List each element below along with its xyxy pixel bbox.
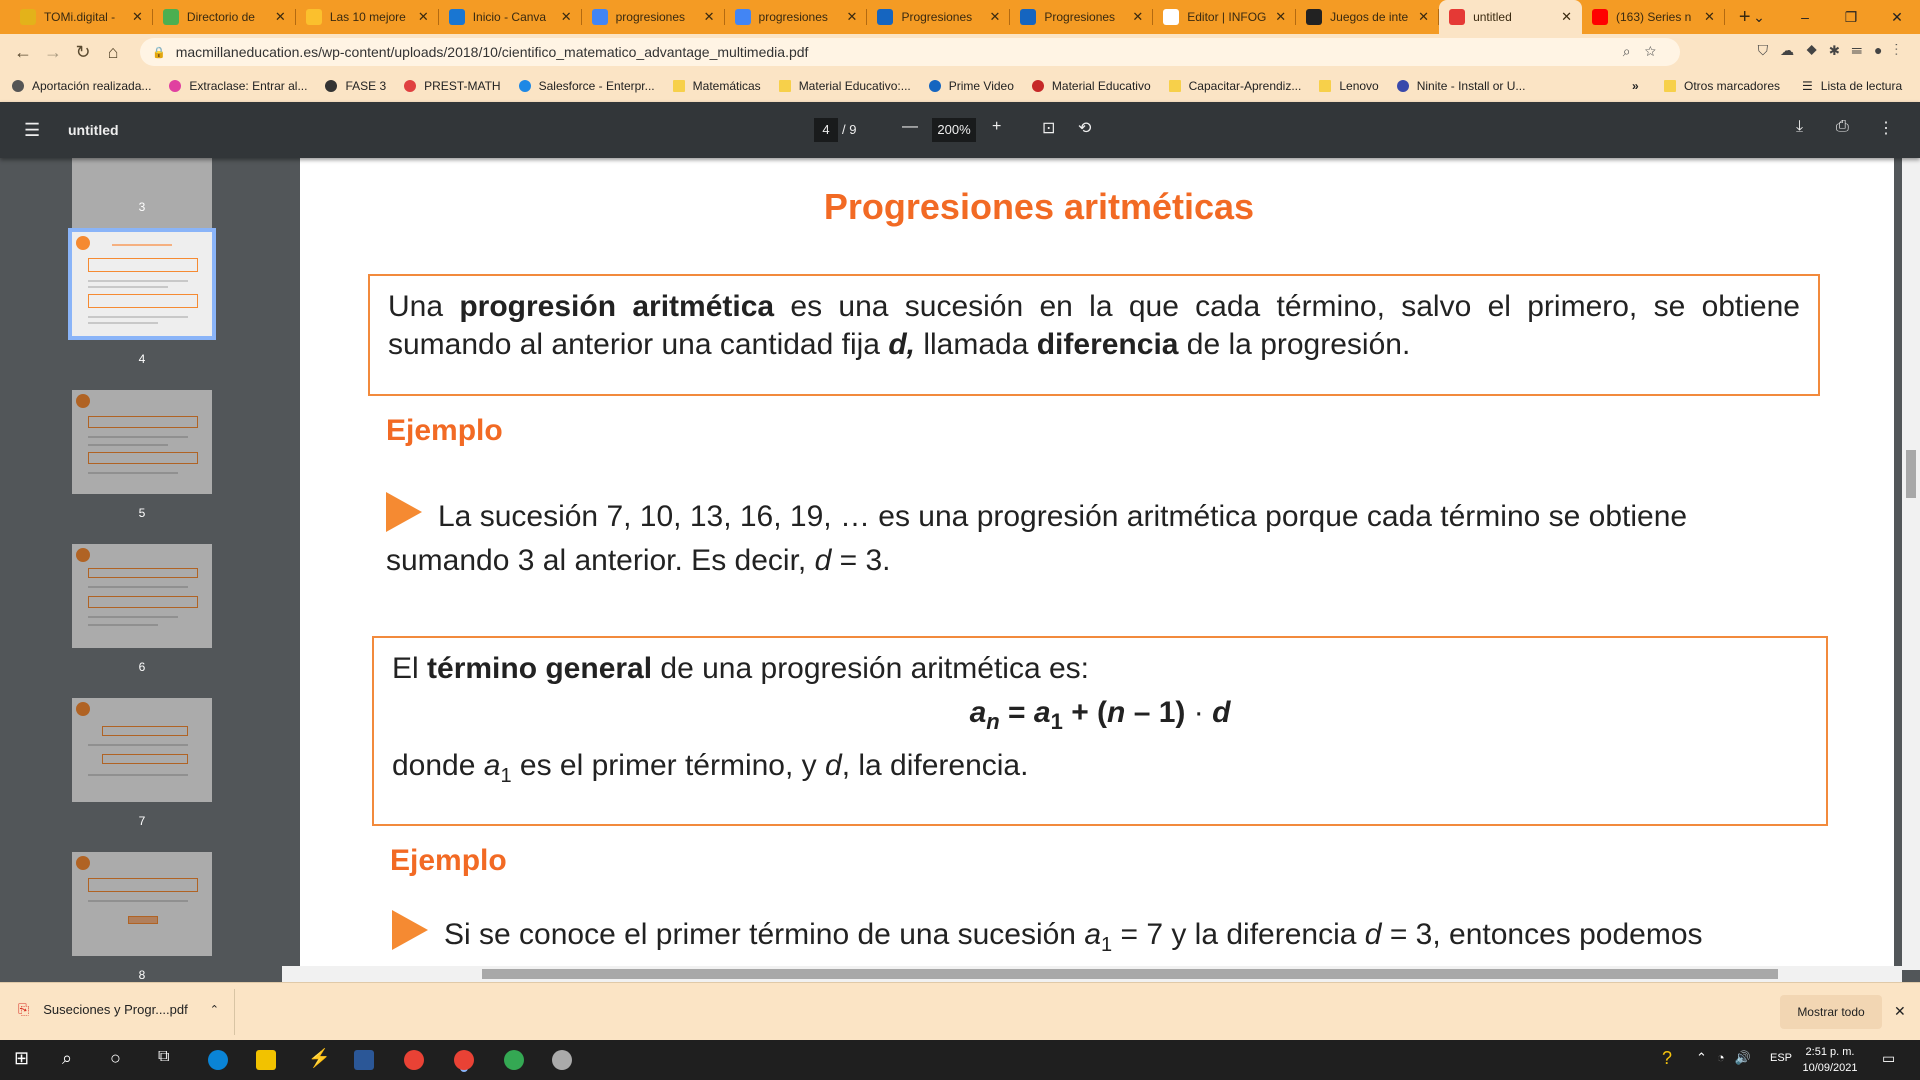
close-window-icon[interactable]: ✕ <box>1891 8 1903 25</box>
vertical-scrollbar-thumb[interactable] <box>1906 450 1916 498</box>
close-tab-icon[interactable]: ✕ <box>274 9 286 24</box>
general-term-formula: $a_n = a_1 + (n - 1) \cdot d$ <box>969 696 1231 734</box>
bookmark-item[interactable] <box>12 79 151 93</box>
bookmark-label: Capacitar-Aprendiz... <box>1188 79 1302 93</box>
bookmark-item[interactable] <box>779 79 911 93</box>
pdf-page <box>300 158 1894 970</box>
thumbnail-page-7[interactable] <box>72 698 212 802</box>
tab-label: Las 10 mejore <box>329 10 406 24</box>
search-icon[interactable]: ⌕ <box>62 1048 73 1068</box>
rotate-icon[interactable]: ⟲ <box>1078 120 1092 137</box>
tab-label: Directorio de <box>186 10 255 24</box>
bookmark-label: Material Educativo <box>1051 79 1151 93</box>
task-view-icon[interactable]: ⧉ <box>158 1048 170 1065</box>
bookmark-label: Salesforce - Enterpr... <box>538 79 655 93</box>
word-icon[interactable] <box>354 1050 374 1070</box>
extension-icons[interactable]: ⛉☁◆✱☰●⋮ <box>1757 42 1910 58</box>
tab-favicon <box>1592 9 1608 25</box>
paint-icon[interactable] <box>552 1050 572 1070</box>
tab-favicon <box>449 9 465 25</box>
bookmark-icon <box>519 80 531 92</box>
folder-icon <box>673 80 685 92</box>
close-download-bar-icon[interactable]: ✕ <box>1894 1003 1906 1019</box>
tab-favicon <box>1306 9 1322 25</box>
winamp-icon[interactable]: ⚡ <box>308 1048 331 1068</box>
pdf-file-icon: ⎘ <box>18 1001 30 1017</box>
tab-favicon <box>1449 9 1465 25</box>
zoom-out-icon[interactable]: — <box>902 118 918 135</box>
close-tab-icon[interactable]: ✕ <box>1418 9 1430 24</box>
bookmark-item[interactable] <box>404 79 500 93</box>
forward-icon[interactable]: → <box>44 41 62 62</box>
arrow-icon <box>386 492 422 532</box>
file-explorer-icon[interactable] <box>256 1050 276 1070</box>
cortana-icon[interactable]: ○ <box>110 1048 121 1068</box>
browser-tab[interactable] <box>1010 0 1153 34</box>
pdf-viewer <box>282 158 1920 982</box>
edge-icon[interactable] <box>208 1050 228 1070</box>
close-tab-icon[interactable]: ✕ <box>703 9 715 24</box>
bookmark-icon <box>12 80 24 92</box>
zoom-and-star-icons[interactable]: ⌕☆ <box>1622 43 1670 59</box>
reading-list-icon: ☰ <box>1802 79 1813 93</box>
bookmark-label: FASE 3 <box>345 79 387 93</box>
thumbnail-number: 3 <box>138 200 146 214</box>
folder-icon <box>779 80 791 92</box>
thumbnail-page-6[interactable] <box>72 544 212 648</box>
tab-favicon <box>163 9 179 25</box>
tab-label: Juegos de inte <box>1330 10 1409 24</box>
bookmark-label: Aportación realizada... <box>32 79 152 93</box>
browser-tab[interactable] <box>296 0 439 34</box>
bookmark-icon <box>1397 80 1409 92</box>
bookmark-label: Prime Video <box>948 79 1014 93</box>
folder-icon <box>1664 80 1676 92</box>
tab-favicon <box>877 9 893 25</box>
address-bar[interactable] <box>140 38 1680 66</box>
general-term-box <box>372 636 1828 826</box>
close-tab-icon[interactable]: ✕ <box>989 9 1001 24</box>
download-icon[interactable]: ⤓ <box>1796 118 1804 135</box>
tab-favicon <box>735 9 751 25</box>
bookmark-item[interactable] <box>1032 79 1151 93</box>
tab-label: Progresiones <box>901 10 973 24</box>
bookmark-label: PREST-MATH <box>424 79 501 93</box>
chrome-icon[interactable] <box>404 1050 424 1070</box>
bookmark-icon <box>1032 80 1044 92</box>
back-icon[interactable]: ← <box>14 41 32 62</box>
browser-tab[interactable] <box>1439 0 1582 34</box>
thumbnail-number: 7 <box>138 814 146 828</box>
bookmark-label: Material Educativo:... <box>798 79 911 93</box>
example-heading: Ejemplo <box>386 414 503 447</box>
bookmark-item[interactable] <box>1169 79 1302 93</box>
browser-tab[interactable] <box>153 0 296 34</box>
bookmark-label: Matemáticas <box>692 79 761 93</box>
bookmark-icon <box>929 80 941 92</box>
horizontal-scrollbar[interactable] <box>282 966 1902 982</box>
thumbnail-page-5[interactable] <box>72 390 212 494</box>
browser-tab[interactable] <box>439 0 582 34</box>
tab-strip <box>0 0 1920 34</box>
page-input[interactable]: 4 <box>814 118 838 142</box>
zoom-in-icon[interactable]: + <box>992 118 1002 135</box>
bookmark-item[interactable] <box>1319 79 1378 93</box>
tab-label: Editor | INFOG <box>1187 10 1267 24</box>
page-total: / 9 <box>842 122 857 137</box>
reload-icon[interactable]: ↻ <box>75 41 91 62</box>
browser-tab[interactable] <box>725 0 868 34</box>
close-tab-icon[interactable]: ✕ <box>1275 9 1287 24</box>
chrome-active-icon[interactable] <box>454 1050 474 1070</box>
notifications-icon[interactable]: ▭ <box>1882 1050 1896 1066</box>
tab-label: Progresiones <box>1044 10 1116 24</box>
vertical-scrollbar[interactable] <box>1902 158 1920 970</box>
tab-label: TOMi.digital - <box>44 10 116 24</box>
lock-icon[interactable]: 🔒 <box>152 46 166 59</box>
thumbnail-number: 8 <box>138 968 146 982</box>
bookmark-item[interactable] <box>519 79 655 93</box>
taskbar <box>0 1040 1920 1080</box>
bookmark-item[interactable] <box>169 79 307 93</box>
new-tab-button[interactable]: + <box>1738 5 1751 28</box>
tab-favicon <box>1020 9 1036 25</box>
language-indicator[interactable]: ESP <box>1770 1052 1793 1064</box>
browser-tab[interactable] <box>10 0 153 34</box>
folder-icon <box>1319 80 1331 92</box>
tab-label: Inicio - Canva <box>472 10 547 24</box>
windows-start-icon[interactable]: ⊞ <box>14 1048 30 1068</box>
url-text: macmillaneducation.es/wp-content/uploads/2018/10/cientifico_matematico_advantage_multimedia.pdf <box>175 44 809 60</box>
close-tab-icon[interactable]: ✕ <box>132 9 143 24</box>
pdf-title: untitled <box>68 122 119 138</box>
bookmark-icon <box>169 80 181 92</box>
close-tab-icon[interactable]: ✕ <box>846 9 858 24</box>
close-tab-icon[interactable]: ✕ <box>1132 9 1144 24</box>
thumbnail-number: 5 <box>138 506 146 520</box>
clock[interactable]: 2:51 p. m. 10/09/2021 <box>1802 1046 1858 1074</box>
browser-tab[interactable] <box>582 0 725 34</box>
tab-label: progresiones <box>758 10 828 24</box>
bookmarks-more[interactable]: » <box>1632 79 1639 93</box>
show-all-button[interactable]: Mostrar todo <box>1780 995 1882 1029</box>
page-heading: Progresiones aritméticas <box>823 186 1255 227</box>
arrow-icon <box>392 910 428 950</box>
bookmark-item[interactable] <box>1397 79 1526 93</box>
chevron-up-icon[interactable]: ⌃ <box>209 1004 219 1016</box>
other-bookmarks[interactable]: Otros marcadores <box>1664 79 1780 93</box>
tab-favicon <box>592 9 608 25</box>
tab-label: untitled <box>1473 10 1512 24</box>
restore-icon[interactable]: ❐ <box>1844 8 1858 25</box>
reading-list[interactable]: ☰ Lista de lectura <box>1802 79 1903 93</box>
chrome-profile-icon[interactable] <box>504 1050 524 1070</box>
general-term-intro: El término general de una progresión aritmética es: <box>392 652 1089 685</box>
more-options-icon[interactable]: ⋮ <box>1878 120 1894 137</box>
download-item[interactable]: ⎘ Suseciones y Progr....pdf ⌃ <box>18 1001 219 1017</box>
bookmark-item[interactable] <box>325 79 386 93</box>
browser-tab[interactable] <box>867 0 1010 34</box>
tab-label: (163) Series n <box>1615 10 1692 24</box>
tab-favicon <box>20 9 36 25</box>
browser-tab[interactable] <box>1153 0 1296 34</box>
close-tab-icon[interactable]: ✕ <box>417 9 429 24</box>
bookmark-label: Lenovo <box>1339 79 1379 93</box>
tab-search-icon[interactable]: ⌄ <box>1753 8 1765 25</box>
horizontal-scrollbar-thumb[interactable] <box>482 969 1778 979</box>
example-2-text: Si se conoce el primer término de una sucesión $a_1 = 7$ y la diferencia d = 3, entonces podemos <box>392 910 1832 964</box>
tab-favicon <box>1163 9 1179 25</box>
browser-tab[interactable] <box>1296 0 1439 34</box>
thumbnail-number: 4 <box>138 352 146 366</box>
browser-tab[interactable] <box>1582 0 1725 34</box>
close-tab-icon[interactable]: ✕ <box>560 9 572 24</box>
pdf-toolbar <box>0 102 1920 158</box>
help-icon[interactable]: ? <box>1662 1048 1673 1068</box>
general-term-explanation: donde $a_1$ es el primer término, y d, la diferencia. <box>392 749 1029 787</box>
bookmark-item[interactable] <box>929 79 1014 93</box>
definition-box <box>368 274 1820 396</box>
download-bar <box>0 982 1920 1040</box>
browser-toolbar <box>0 34 1920 70</box>
thumbnail-number: 6 <box>138 660 146 674</box>
zoom-input[interactable]: 200% <box>932 118 976 142</box>
bookmarks-bar <box>0 70 1920 102</box>
thumbnail-page-8[interactable] <box>72 852 212 956</box>
thumbnail-sidebar <box>0 158 282 982</box>
example-heading-2: Ejemplo <box>390 844 507 877</box>
tab-label: progresiones <box>615 10 685 24</box>
minimize-icon[interactable]: – <box>1801 9 1809 25</box>
thumbnail-page-3[interactable] <box>72 158 212 228</box>
bookmark-item[interactable] <box>673 79 761 93</box>
thumbnail-page-4[interactable] <box>72 232 212 336</box>
definition-text: Una progresión aritmética es una sucesión en la que cada término, salvo el primero, se obtiene sumando al anterior una cantidad fija d, llamada diferencia de la progresión. <box>388 290 1800 361</box>
bookmark-label: Extraclase: Entrar al... <box>189 79 308 93</box>
home-icon[interactable]: ⌂ <box>107 41 119 62</box>
tray-icons[interactable]: ⌃◔🔊 <box>1696 1050 1761 1065</box>
close-tab-icon[interactable]: ✕ <box>1561 9 1572 24</box>
fit-page-icon[interactable]: ⊡ <box>1042 120 1056 137</box>
window-controls <box>1736 0 1920 34</box>
bookmark-icon <box>325 80 337 92</box>
bookmark-label: Ninite - Install or U... <box>1416 79 1526 93</box>
example-1-text: La sucesión 7, 10, 13, 16, 19, … es una progresión aritmética porque cada término se obtiene sumando 3 al anterior. Es decir, d = 3. <box>386 492 1806 583</box>
tab-favicon <box>306 9 322 25</box>
print-icon[interactable]: ⎙ <box>1836 118 1849 135</box>
close-tab-icon[interactable]: ✕ <box>1703 9 1715 24</box>
bookmark-icon <box>404 80 416 92</box>
menu-icon[interactable]: ☰ <box>24 120 41 140</box>
folder-icon <box>1169 80 1181 92</box>
